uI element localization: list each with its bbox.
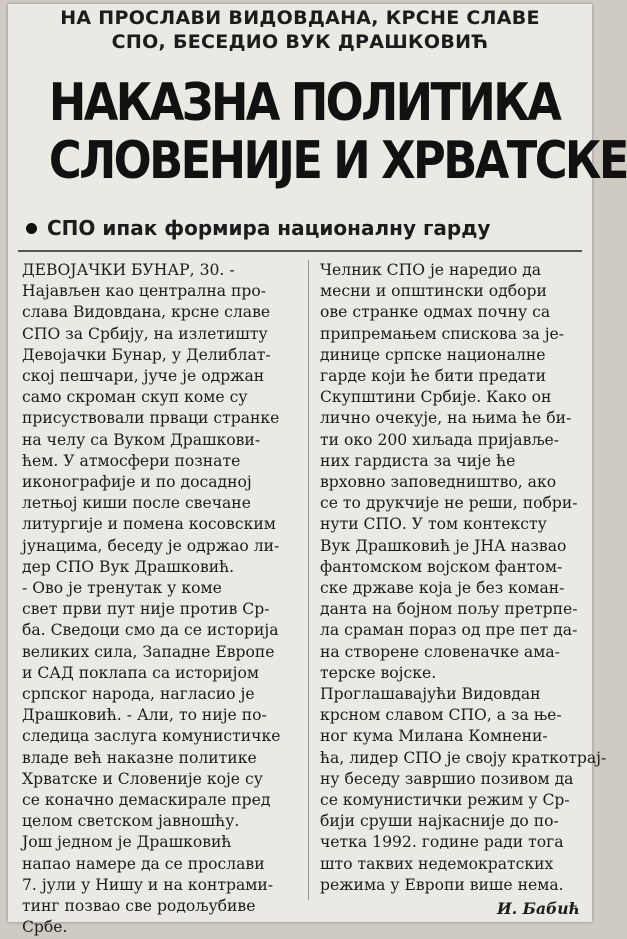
text-line: терске војске. [320, 663, 437, 682]
article-column-left [22, 260, 298, 939]
text-line: напао намере да се прослави [22, 854, 265, 873]
kicker-line-2: СПО, БЕСЕДИО ВУК ДРАШКОВИЋ [111, 31, 489, 53]
text-line: иконографије и по досадној [22, 473, 252, 492]
text-line: ба. Сведоци смо да се историја [22, 621, 279, 640]
text-line: слава Видовдана, крсне славе [22, 303, 271, 322]
text-line: врховно заповедништво, ако [320, 473, 557, 492]
column-divider [308, 260, 309, 900]
text-line: ДЕВОЈАЧКИ БУНАР, 30. - [22, 261, 235, 279]
text-line: се то друкчије не реши, побри- [320, 494, 578, 513]
newspaper-clipping [8, 4, 627, 937]
headline-line-1: НАКАЗНА ПОЛИТИКА [48, 73, 560, 133]
text-line: летњој киши после свечане [22, 494, 251, 513]
text-line: гарде који ће бити предати [320, 367, 547, 386]
text-line: крсном славом СПО, а за ње- [320, 706, 562, 725]
text-line: Девојачки Бунар, у Делиблат- [22, 345, 271, 364]
text-line: них гардиста за чије ће [320, 451, 516, 470]
text-line: ћем. У атмосфери познате [22, 451, 241, 470]
text-line: месни и општински одбори [320, 282, 547, 301]
text-line: бији сруши најкасније до по- [320, 812, 559, 831]
headline-rule [18, 250, 582, 252]
text-line: присуствовали прваци странке [22, 409, 280, 428]
headline [48, 73, 627, 191]
text-line: ла сраман пораз од пре пет да- [320, 621, 578, 640]
text-line: литургије и помена косовским [22, 515, 276, 534]
text-line: лично очекује, на њима ће би- [320, 409, 572, 428]
text-line: припремањем спискова за је- [320, 324, 565, 343]
text-line: СПО за Србију, на излетишту [22, 324, 268, 343]
text-line: Вук Драшковић је ЈНА назвао [320, 536, 567, 555]
text-line: Челник СПО је наредио да [320, 261, 542, 279]
text-line: ну беседу завршио позивом да [320, 769, 574, 788]
text-line: четка 1992. године ради тога [320, 833, 564, 852]
text-line: Хрватске и Словеније које су [22, 769, 263, 788]
text-line: режима у Европи више нема. [320, 875, 564, 894]
bullet-icon [26, 223, 37, 234]
text-line: Још једном је Драшковић [22, 833, 232, 852]
text-line: динице српске националне [320, 345, 546, 364]
text-line: тинг позвао све родољубиве [22, 897, 256, 916]
text-line: на створене словеначке ама- [320, 642, 560, 661]
kicker-line-1: НА ПРОСЛАВИ ВИДОВДАНА, КРСНЕ СЛАВЕ [60, 7, 540, 29]
text-line: ти око 200 хиљада пријавље- [320, 430, 559, 449]
text-line: фантомском војском фантом- [320, 557, 563, 576]
text-line: 7. јули у Нишу и на контрами- [22, 875, 274, 894]
text-line: Проглашавајући Видовдан [320, 685, 541, 704]
text-line: и САД поклапа са историјом [22, 663, 259, 682]
text-line: јунацима, беседу је одржао ли- [22, 536, 280, 555]
article-column-right [320, 260, 607, 919]
text-line: данта на бојном пољу претрпе- [320, 600, 578, 619]
text-line: - Ово је тренутак у коме [22, 579, 222, 598]
headline-line-2: СЛОВЕНИЈЕ И ХРВАТСКЕ [48, 131, 627, 191]
kicker-heading [8, 6, 592, 54]
text-line: ској пешчари, јуче је одржан [22, 367, 265, 386]
text-line: Скупштини Србије. Како он [320, 388, 552, 407]
text-line: на челу са Вуком Драшкови- [22, 430, 261, 449]
text-line: целом светском јавношћу. [22, 812, 240, 831]
text-line: дер СПО Вук Драшковић. [22, 557, 235, 576]
text-line: великих сила, Западне Европе [22, 642, 275, 661]
text-line: следица заслуга комунистичке [22, 727, 281, 746]
text-line: свет први пут није против Ср- [22, 600, 270, 619]
text-line: се комунистички режим у Ср- [320, 791, 570, 810]
text-line: се коначно демаскирале пред [22, 791, 271, 810]
text-line: само скроман скуп коме су [22, 388, 248, 407]
text-line: што таквих недемократских [320, 854, 554, 873]
text-line: ног кума Милана Комнени- [320, 727, 548, 746]
subheading [26, 216, 490, 240]
text-line: српског народа, нагласио је [22, 685, 255, 704]
subheading-text: СПО ипак формира националну гарду [47, 216, 491, 240]
text-line: Најављен као централна про- [22, 282, 267, 301]
text-line: ћа, лидер СПО је своју краткотрај- [320, 748, 607, 767]
text-line: ске државе која је без коман- [320, 579, 565, 598]
text-line: Србе. [22, 918, 68, 937]
text-line: Драшковић. - Али, то није по- [22, 706, 267, 725]
text-line: ове странке одмах почну са [320, 303, 551, 322]
author-signature: И. Бабић [497, 899, 580, 919]
text-line: нути СПО. У том контексту [320, 515, 547, 534]
text-line: владе већ наказне политике [22, 748, 257, 767]
